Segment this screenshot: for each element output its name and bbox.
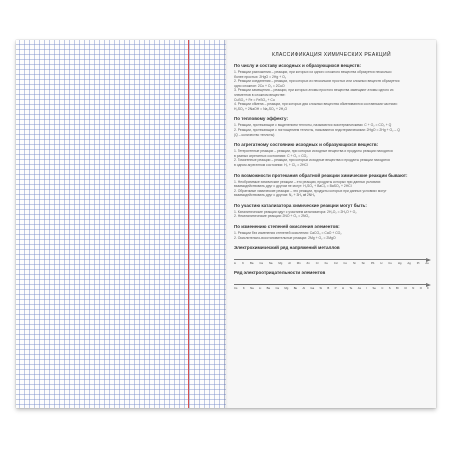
section-line: элементов в сложном веществе:	[234, 92, 286, 97]
section-line: 1. Гетерогенные реакции – реакции, при которых исходные вещества и продукты реакции находятся	[234, 149, 393, 154]
element-symbol: N	[412, 286, 415, 291]
element-symbol: Ca	[275, 286, 280, 291]
element-symbol: P	[334, 286, 337, 291]
section-line: 1. Реакции без изменения степеней окисления: CaCO₃ = CaO + CO₂	[234, 231, 342, 236]
page-title: КЛАССИФИКАЦИЯ ХИМИЧЕСКИХ РЕАКЦИЙ	[272, 52, 391, 58]
section-heading: По изменению степеней окисления элементов:	[234, 224, 340, 230]
metal-symbol: Cr	[315, 261, 319, 266]
metal-symbol: Co	[343, 261, 347, 266]
section-line: взаимодействовать друг с другом не могут: H₂SO₄ + BaCl₂ = BaSO₄ + 2HCl	[234, 184, 352, 189]
element-symbol: S	[388, 286, 391, 291]
section-heading: По числу и составу исходных и образующихся веществ:	[234, 63, 362, 68]
section-line: 2. Обратимые химические реакции – это реакции, продукты которых при данных условиях могут	[234, 188, 387, 193]
elements-row-title: Ряд электроотрицательности элементов	[234, 270, 326, 276]
metal-symbol: Zn	[306, 261, 310, 266]
element-symbol: As	[357, 286, 361, 291]
metal-symbol: Mn	[296, 261, 301, 266]
section-line: в разных агрегатных состояниях: C + O₂ = CO₂	[234, 153, 308, 158]
element-symbol: Na	[250, 286, 254, 291]
metal-symbol: K	[242, 261, 245, 266]
element-symbol: I	[366, 286, 368, 291]
element-symbol: O	[419, 286, 422, 291]
metal-symbol: Fe	[324, 261, 328, 266]
element-symbol: Ga	[310, 286, 315, 291]
metal-symbol: Sn	[361, 261, 365, 266]
section-line: в одном агрегатном состоянии: H₂ + Cl₂ = 2HCl	[234, 162, 308, 167]
margin-line	[188, 40, 189, 408]
metal-symbol: Pb	[370, 261, 375, 266]
element-symbol: Br	[396, 286, 399, 291]
section-line: 2. Некаталитические реакции: 2NO + O₂ = 2NO₂	[234, 214, 310, 219]
element-symbol: Cl	[404, 286, 407, 291]
element-symbol: Al	[302, 286, 305, 291]
grid-page	[16, 40, 226, 408]
element-symbol: Be	[293, 286, 298, 291]
section-line: CuSO₄ + Fe = FeSO₄ + Cu	[234, 97, 275, 102]
element-symbol: C	[381, 286, 384, 291]
section-line: 2. Реакции соединения – реакции, при которых из нескольких простых или сложных веществ образуется	[234, 79, 400, 84]
section-heading: По тепловому эффекту:	[234, 116, 288, 122]
element-symbol: Ba	[266, 286, 271, 291]
reference-page	[226, 40, 436, 408]
elements-arrow-bar	[234, 278, 429, 285]
metal-symbol: Mg	[278, 261, 283, 266]
section-heading: По участию катализатора химические реакции могут быть:	[234, 202, 367, 208]
section-line: 1. Реакции разложения – реакции, при которых из одного сложного вещества образуется несколько	[234, 70, 392, 74]
metal-symbol: Ca	[259, 261, 263, 266]
element-symbol: H	[341, 286, 344, 291]
metal-symbol: Pt	[416, 261, 420, 266]
metal-symbol: Al	[288, 261, 291, 266]
metal-symbol: Hg	[397, 261, 402, 266]
section-line: H₂SO₄ + 2NaOH = Na₂SO₄ + 2H₂O	[234, 106, 288, 111]
metal-symbol: Cd	[333, 261, 338, 266]
element-symbol: Te	[349, 286, 353, 291]
section-line: 1. Реакции, протекающие с выделением теплоты, называются экзотермическими: C + O₂ = CO₂ + Q	[234, 123, 392, 128]
metal-symbol: Au	[425, 261, 429, 266]
metals-arrow-bar	[234, 253, 429, 260]
metal-symbol: Cu	[388, 261, 392, 266]
elements-row	[234, 286, 429, 290]
section-line: 1. Необратимые химические реакции – это реакции, продукты которых при данных условиях	[234, 179, 381, 184]
reference-content	[234, 50, 429, 290]
section-line: (Q – количество теплоты)	[234, 132, 275, 137]
element-symbol: F	[427, 286, 429, 291]
arrow-right-icon	[426, 283, 431, 287]
section-line: 3. Реакции замещения – реакции, при которых атомы простого вещества замещают атомы одного из	[234, 88, 394, 93]
element-symbol: Si	[319, 286, 323, 291]
section-heading: По агрегатному состоянию исходных и образующихся веществ:	[234, 142, 379, 148]
section-line: 4. Реакции обмена – реакции, при которых два сложных вещества обмениваются составными частями:	[234, 102, 398, 107]
metals-row	[234, 261, 429, 265]
metal-symbol: Li	[234, 261, 237, 266]
notebook	[16, 40, 436, 408]
notebook-spine	[224, 40, 228, 408]
element-symbol: Se	[372, 286, 376, 291]
section-line: 2. Окислительно-восстановительные реакции: 2Mg + O₂ = 2MgO	[234, 235, 336, 240]
metal-symbol: Ag	[407, 261, 411, 266]
element-symbol: Cs	[234, 286, 238, 291]
element-symbol: K	[242, 286, 245, 291]
section-line: 1. Каталитические реакции идут с участием катализатора: 2H₂O₂ = 2H₂O + O₂	[234, 209, 357, 214]
section-heading: По возможности протекания обратной реакции химические реакции бывают:	[234, 172, 408, 178]
element-symbol: Mg	[284, 286, 289, 291]
metals-row-title: Электрохимический ряд напряжений металлов	[234, 245, 340, 251]
metal-symbol: Ba	[249, 261, 254, 266]
section-line: одно сложное: 2Cu + O₂ = 2CuO	[234, 83, 285, 88]
section-line: 2. Гомогенные реакции – реакции, при которых исходные вещества и продукты реакции находятся	[234, 158, 390, 163]
section-line: более простых: 2HgO = 2Hg + O₂	[234, 74, 287, 79]
metal-symbol: Na	[268, 261, 273, 266]
sections-container	[234, 63, 429, 240]
metal-symbol: H	[380, 261, 383, 266]
section-line: взаимодействовать друг с другом: N₂ + 3H₂ ⇄ 2NH₃	[234, 193, 316, 198]
arrow-right-icon	[426, 258, 431, 262]
element-symbol: Li	[259, 286, 262, 291]
section-line: 2. Реакции, протекающие с поглощением теплоты, называются эндотермическими: 2HgO = 2Hg + O₂ – Q	[234, 127, 400, 132]
metal-symbol: Ni	[352, 261, 356, 266]
element-symbol: B	[327, 286, 330, 291]
